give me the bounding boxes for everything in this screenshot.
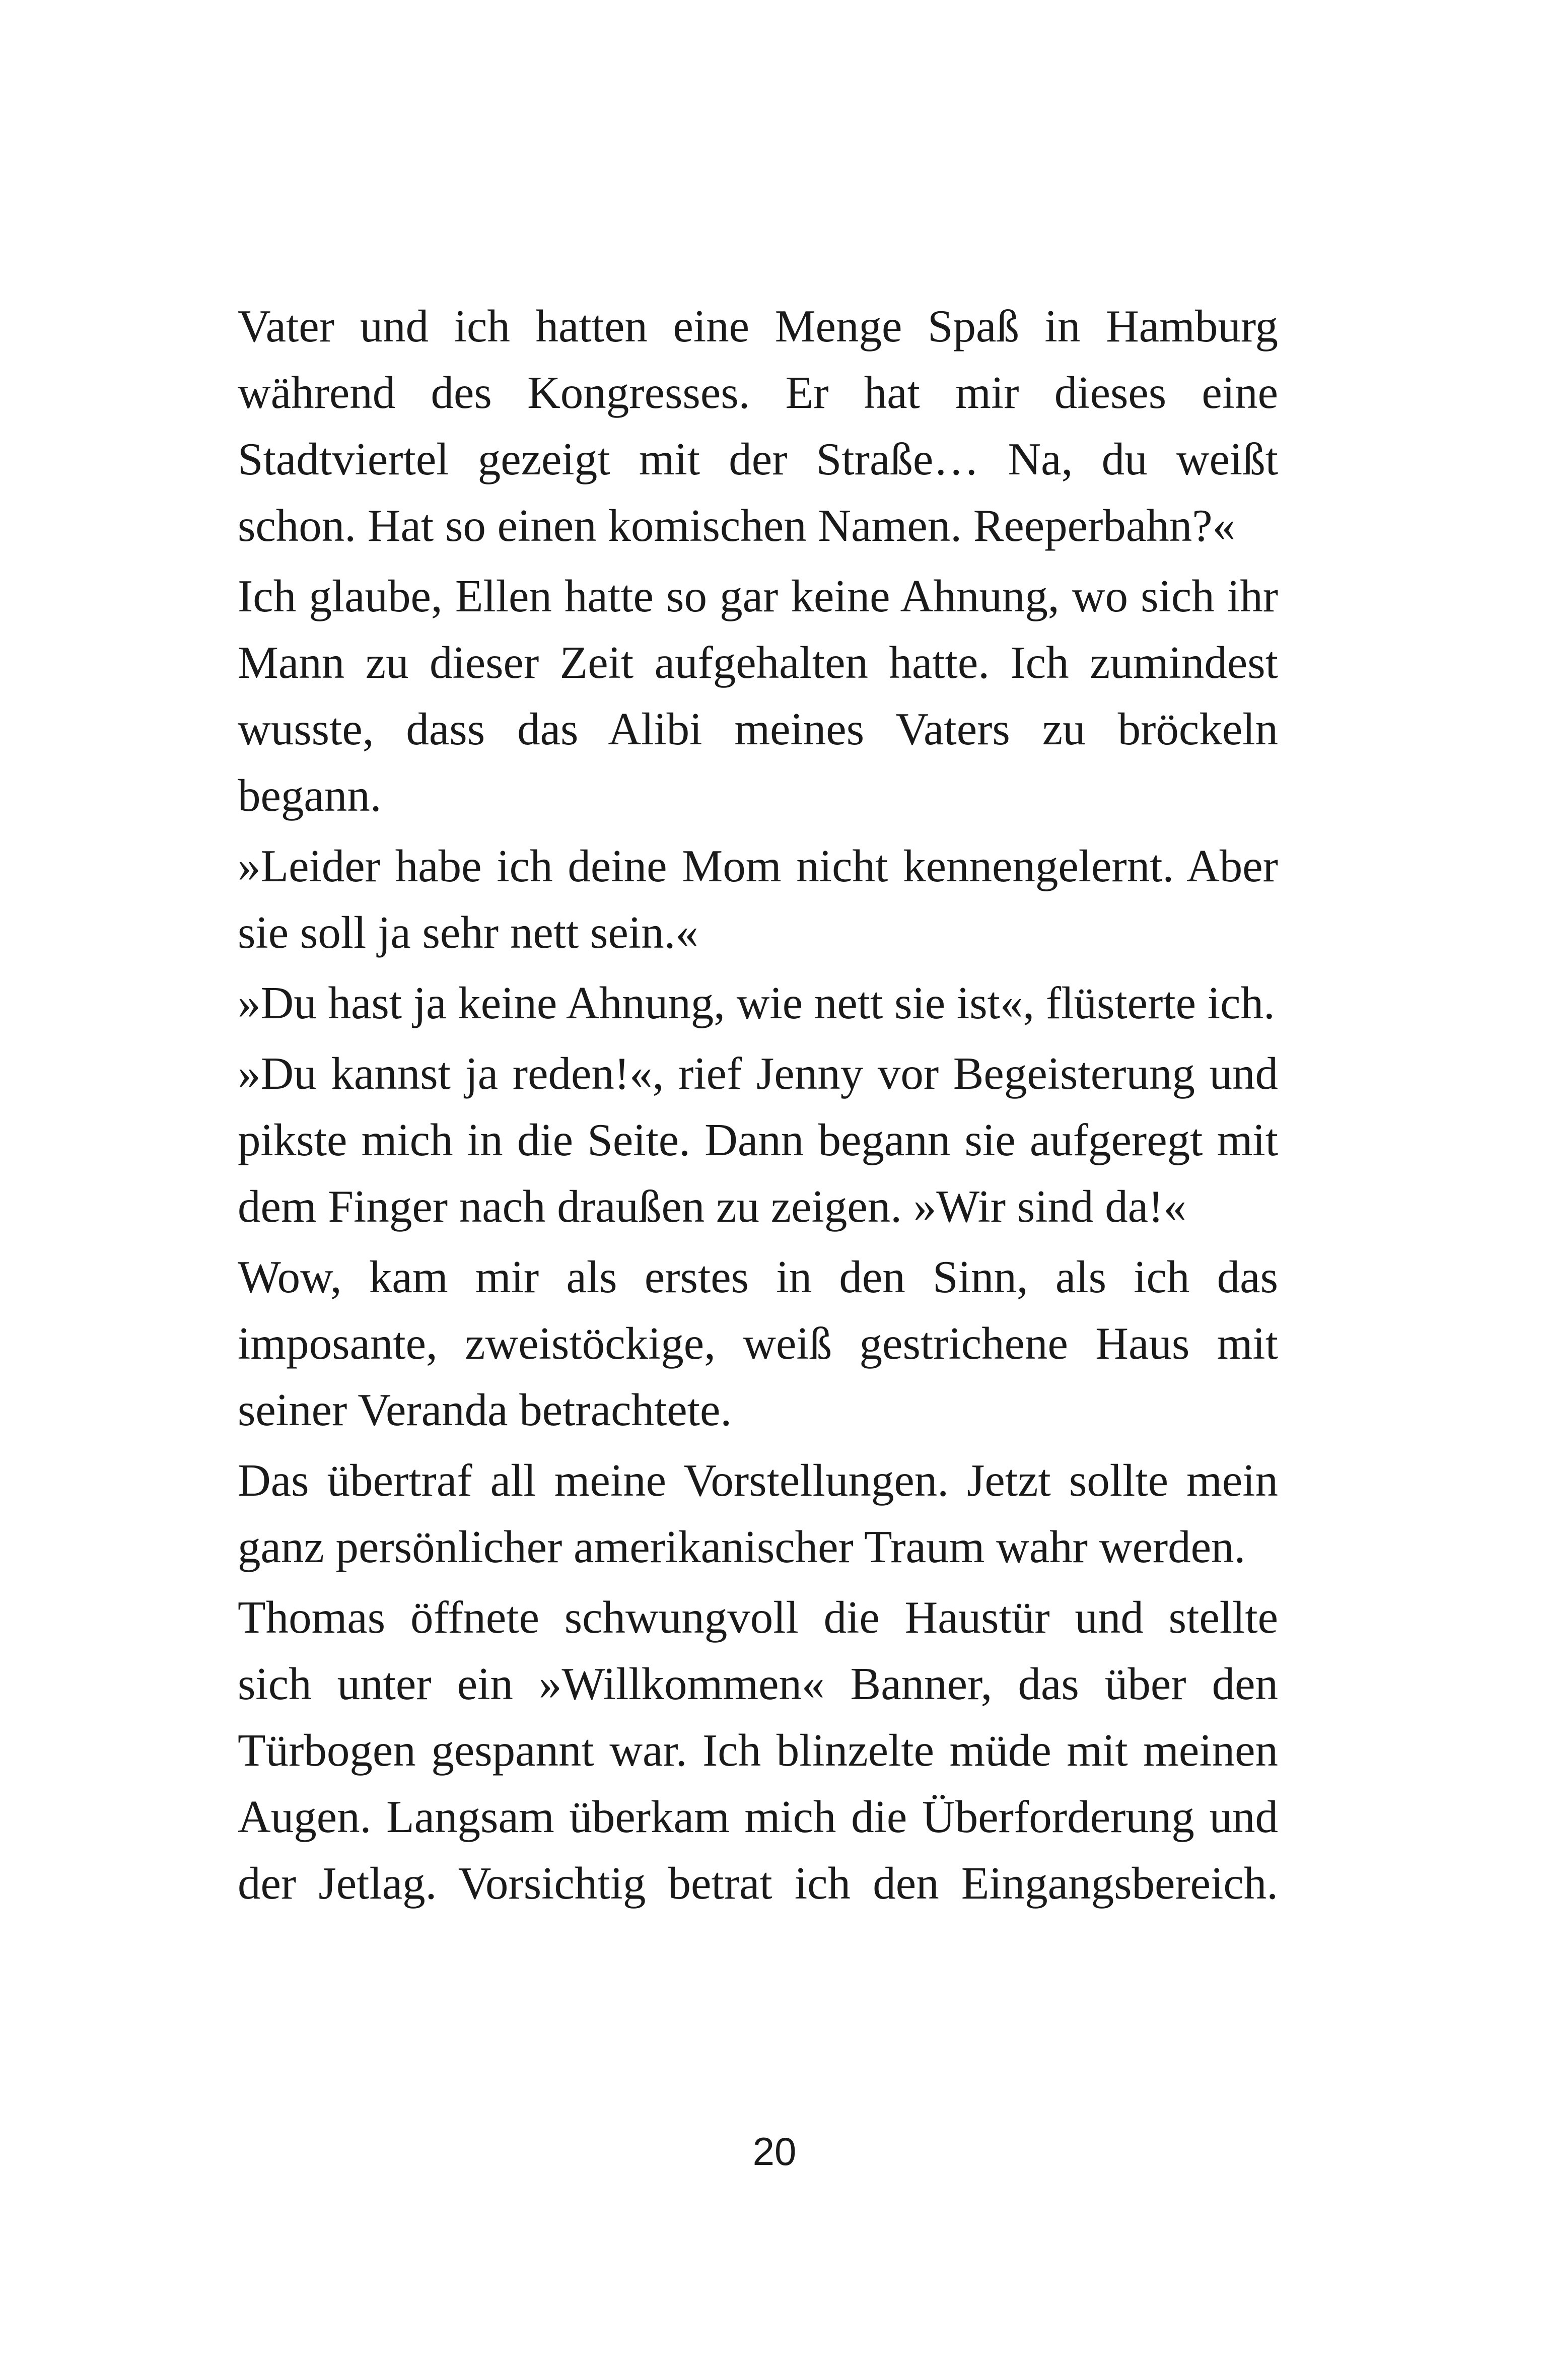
paragraph: »Du kannst ja reden!«, rief Jenny vor Begeisterung und pikste mich in die Seite. Dann begann sie aufgeregt mit dem Finger nach draußen zu zeigen. »Wir sind da!« (238, 1048, 1278, 1232)
paragraph: Wow, kam mir als erstes in den Sinn, als ich das imposante, zweistöckige, weiß gestrichene Haus mit seiner Veranda betrachtete. (238, 1251, 1278, 1435)
page-number: 20 (752, 2129, 797, 2174)
paragraph: Das übertraf all meine Vorstellungen. Jetzt sollte mein ganz persönlicher amerikanischer Traum wahr werden. (238, 1455, 1278, 1572)
paragraph: Thomas öffnete schwungvoll die Haustür und stellte sich unter ein »Willkommen« Banner, das über den Türbogen gespannt war. Ich blinzelte müde mit meinen Augen. Langsam überkam mich die Überforderung und der Jetlag. Vorsichtig betrat ich den Eingangsbereich. (238, 1592, 1278, 1909)
body-text (238, 293, 1278, 1921)
paragraph: Vater und ich hatten eine Menge Spaß in Hamburg während des Kongresses. Er hat mir dieses eine Stadtviertel gezeigt mit der Straße… Na, du weißt schon. Hat so einen komischen Namen. Reeperbahn?« (238, 301, 1278, 551)
paragraph: »Du hast ja keine Ahnung, wie nett sie ist«, flüsterte ich. (238, 977, 1275, 1028)
paragraph: »Leider habe ich deine Mom nicht kennengelernt. Aber sie soll ja sehr nett sein.« (238, 841, 1278, 958)
paragraph: Ich glaube, Ellen hatte so gar keine Ahnung, wo sich ihr Mann zu dieser Zeit aufgehalten hatte. Ich zumindest wusste, dass das Alibi meines Vaters zu bröckeln begann. (238, 571, 1278, 821)
